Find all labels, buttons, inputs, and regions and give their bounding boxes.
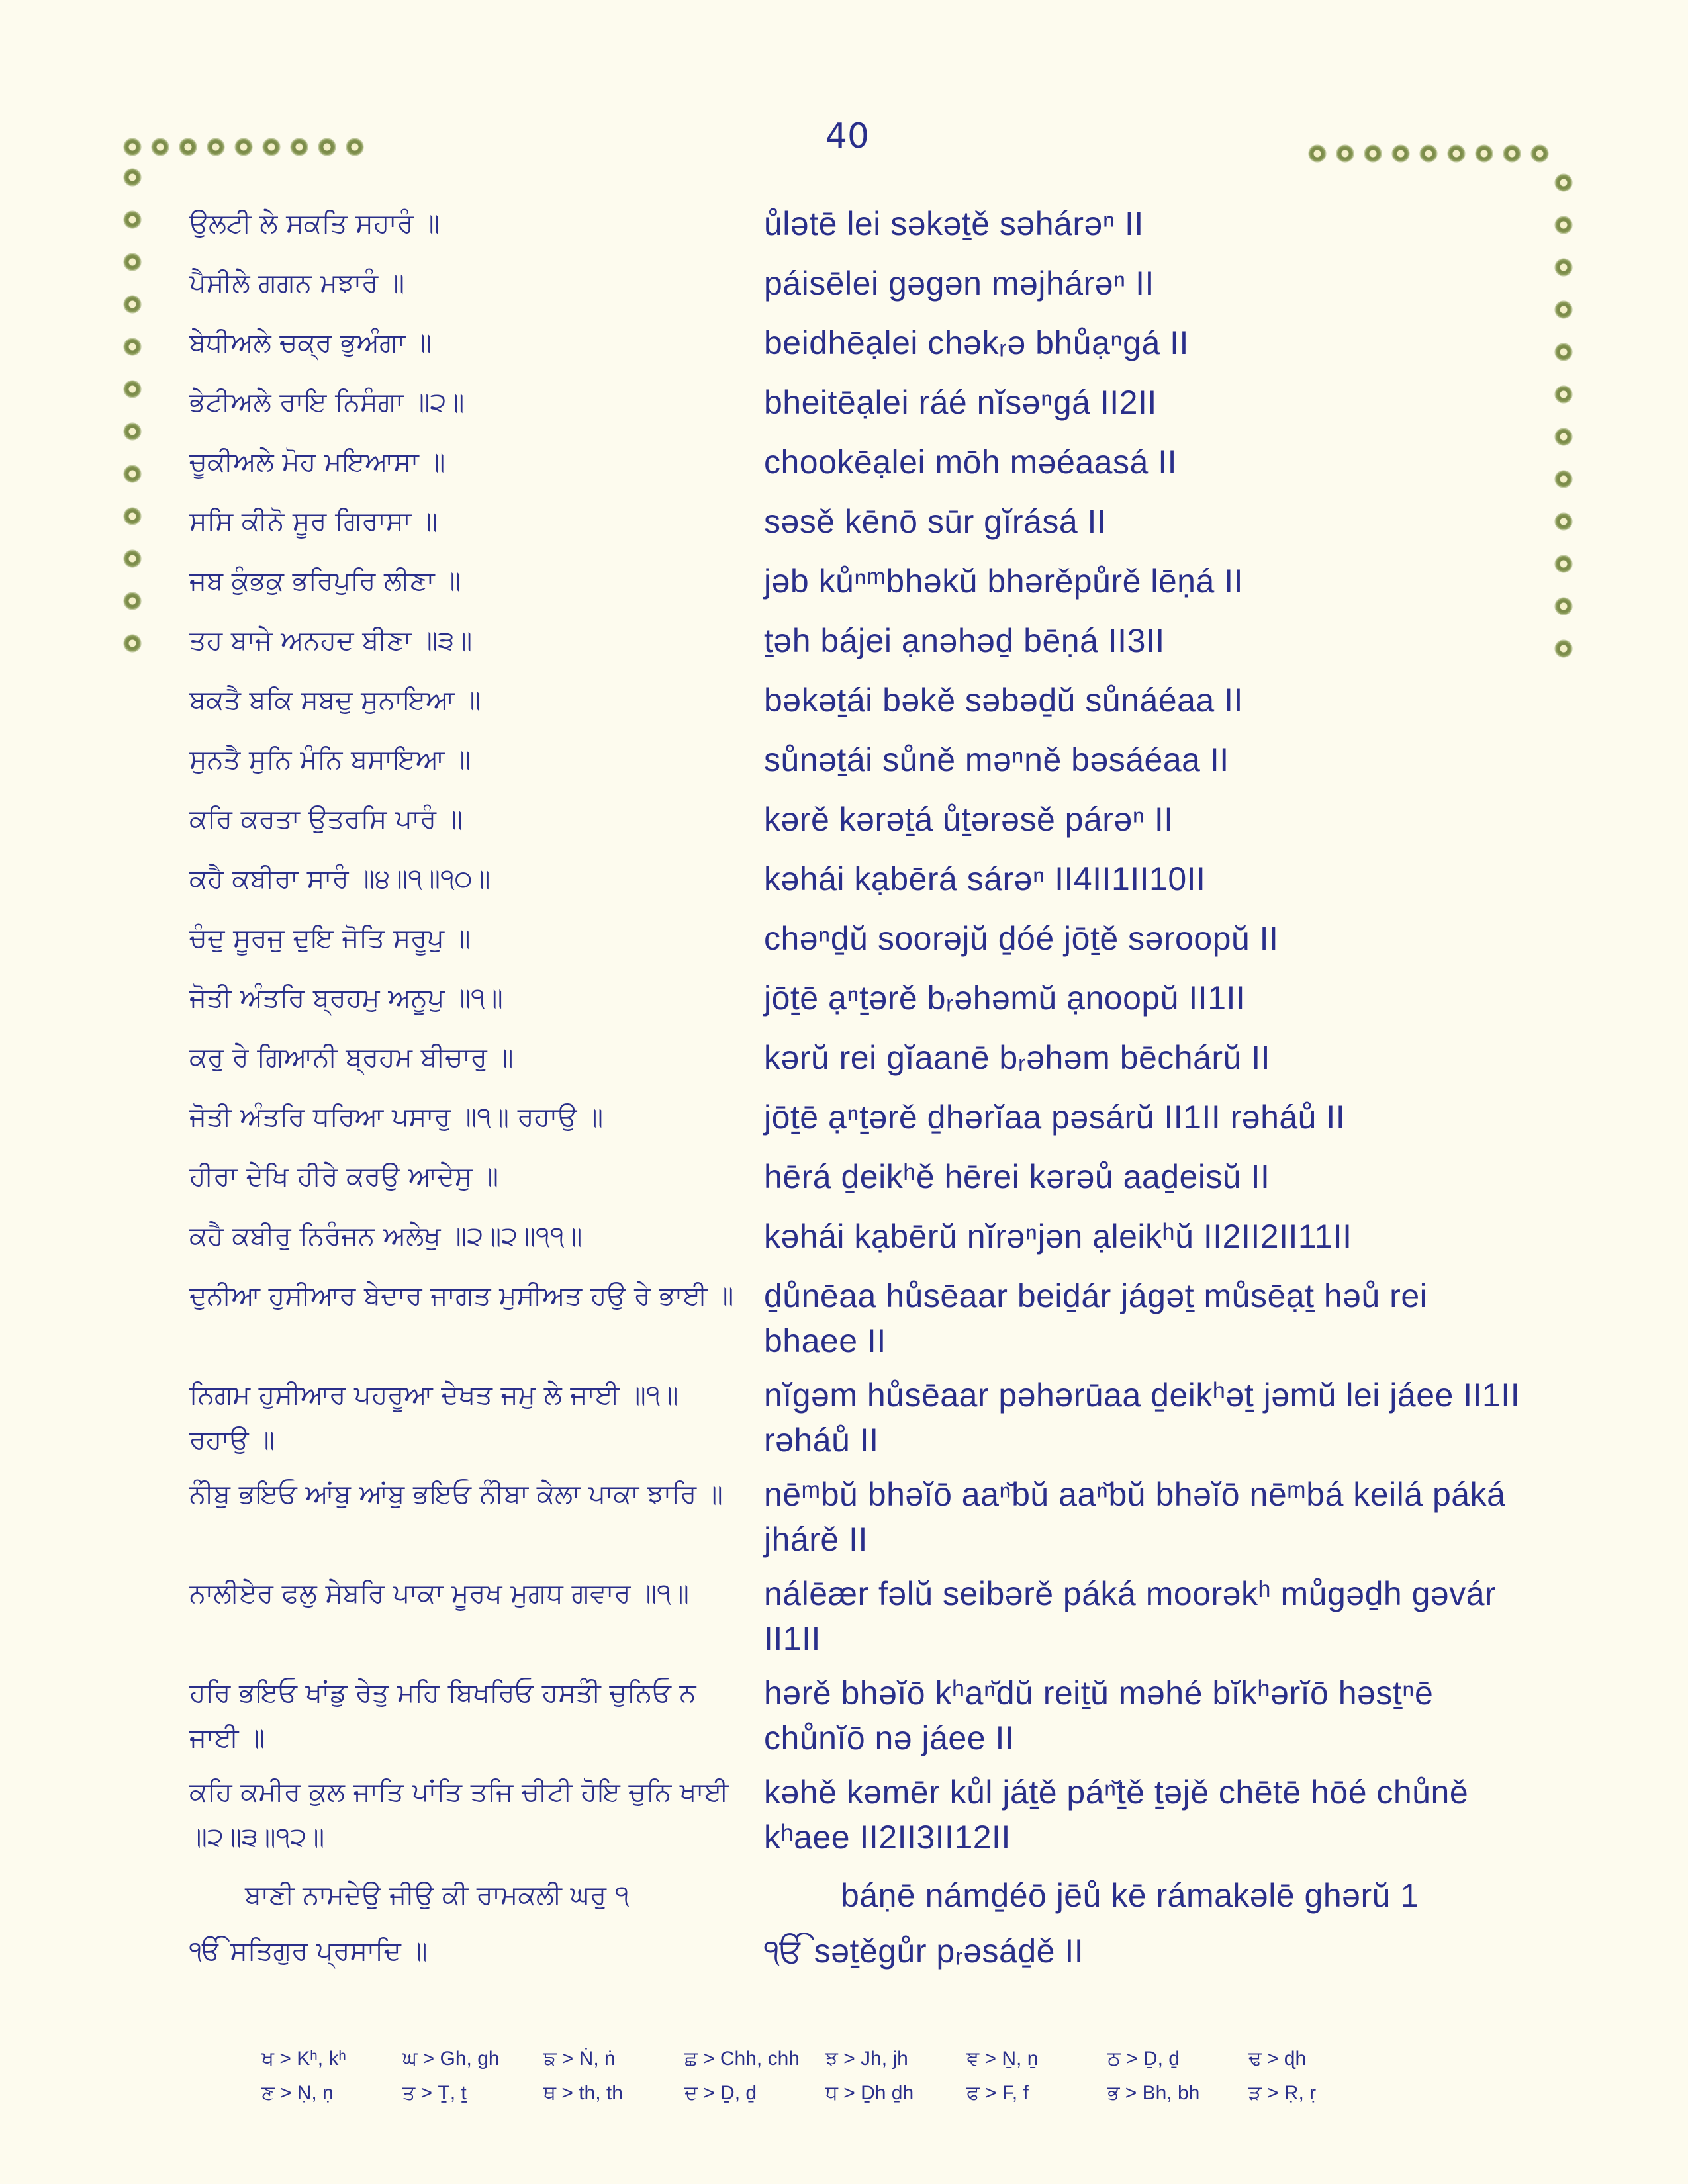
transliteration-line: ḏůnēaa hůsēaar beiḏár jágəṯ můsēạṯ həů rei bhaee II bbox=[764, 1277, 1428, 1359]
flower-ornament-icon bbox=[1556, 514, 1571, 529]
transliteration-line: jōṯē ạⁿṯərě ḏhərĭaa pəsárŭ II1II rəháů II bbox=[764, 1099, 1346, 1136]
flower-ornament-icon bbox=[1309, 146, 1325, 161]
legend-item: ਤ > Ṯ, ṯ bbox=[402, 2082, 467, 2104]
transliteration-line: hərě bhəĭō kʰaⁿ̆dŭ reiṯŭ məhé bĭkʰərĭō həsṯⁿē chůnĭō nə jáee II bbox=[764, 1674, 1434, 1756]
legend-item: ਝ > Jh, jh bbox=[825, 2048, 908, 2070]
transliteration-line: chookēạlei mōh məéaasá II bbox=[764, 443, 1177, 480]
gurmukhi-line: ਜੋਤੀ ਅੰਤਰਿ ਬ੍ਰਹਮੁ ਅਨੂਪੁ ॥੧॥ bbox=[189, 983, 503, 1013]
transliteration-legend bbox=[261, 2042, 1519, 2111]
transliteration-line: jōṯē ạⁿṯərě bᵣəhəmŭ ạnoopŭ II1II bbox=[764, 979, 1246, 1017]
flower-ornament-icon bbox=[124, 424, 140, 439]
gurmukhi-line: ਨੰੀਬੁ ਭਇਓ ਆਂਬੁ ਆਂਬੁ ਭਇਓ ਨੰੀਬਾ ਕੇਲਾ ਪਾਕਾ ਝਾਰਿ ॥ bbox=[189, 1479, 723, 1510]
transliteration-heading: báṇē námḏéō jēů kē rámakəlē ghərŭ 1 bbox=[841, 1877, 1419, 1914]
gurmukhi-line: ਨਾਲੀਏਰ ਫਲੁ ਸੇਬਰਿ ਪਾਕਾ ਮੂਰਖ ਮੁਗਧ ਗਵਾਰ ॥੧॥ bbox=[189, 1578, 689, 1609]
transliteration-line: kərě kərəṯá ůṯərəsě párəⁿ II bbox=[764, 801, 1174, 838]
flower-ornament-icon bbox=[1556, 641, 1571, 657]
legend-item: ਣ > Ṇ, ṇ bbox=[261, 2082, 334, 2104]
transliteration-line: hērá ḏeikʰě hērei kərəů aaḏeisŭ II bbox=[764, 1158, 1270, 1195]
gurmukhi-line: ਬੇਧੀਅਲੇ ਚਕ੍ਰ ਭੁਅੰਗਾ ॥ bbox=[189, 328, 432, 358]
flower-ornament-icon bbox=[1448, 146, 1464, 161]
legend-item: ਙ > Ṅ, ṅ bbox=[543, 2048, 616, 2070]
gurmukhi-heading: ਬਾਣੀ ਨਾਮਦੇਉ ਜੀਉ ਕੀ ਰਾਮਕਲੀ ਘਰੁ ੧ bbox=[245, 1880, 630, 1911]
transliteration-line: bheitēạlei ráé nĭsəⁿgá II2II bbox=[764, 384, 1157, 421]
gurmukhi-line: ਜੋਤੀ ਅੰਤਰਿ ਧਰਿਆ ਪਸਾਰੁ ॥੧॥ ਰਹਾਉ ॥ bbox=[189, 1102, 604, 1132]
gurmukhi-line: ਸੁਨਤੈ ਸੁਨਿ ਮੰਨਿ ਬਸਾਇਆ ॥ bbox=[189, 745, 471, 775]
gurmukhi-line: ਬਕਤੈ ਬਕਿ ਸਬਦੁ ਸੁਨਾਇਆ ॥ bbox=[189, 685, 481, 715]
gurmukhi-line: ਨਿਗਮ ਹੁਸੀਆਰ ਪਹਰੂਆ ਦੇਖਤ ਜਮੁ ਲੇ ਜਾਈ ॥੧॥ ਰਹਾਉ ॥ bbox=[189, 1380, 679, 1455]
gurmukhi-line: ਉਲਟੀ ਲੇ ਸਕਤਿ ਸਹਾਰੰ ॥ bbox=[189, 208, 440, 239]
gurmukhi-line: ਜਬ ਕੁੰਭਕੁ ਭਰਿਪੁਰਿ ਲੀਣਾ ॥ bbox=[189, 566, 461, 596]
flower-ornament-icon bbox=[319, 139, 335, 155]
flower-ornament-icon bbox=[291, 139, 307, 155]
gurmukhi-line: ਕਰਿ ਕਰਤਾ ਉਤਰਸਿ ਪਾਰੰ ॥ bbox=[189, 804, 463, 835]
transliteration-line: páisēlei gəgən məjhárəⁿ II bbox=[764, 265, 1154, 302]
flower-ornament-icon bbox=[1532, 146, 1548, 161]
gurmukhi-line: ਭੇਟੀਅਲੇ ਰਾਇ ਨਿਸੰਗਾ ॥੨॥ bbox=[189, 387, 465, 418]
legend-item: ਧ > Ḏh ḏh bbox=[825, 2082, 914, 2104]
flower-ornament-icon bbox=[1365, 146, 1381, 161]
legend-item: ਭ > Bh, bh bbox=[1107, 2082, 1200, 2104]
gurmukhi-line: ਕਹੈ ਕਬੀਰਾ ਸਾਰੰ ॥੪॥੧॥੧੦॥ bbox=[189, 864, 491, 894]
flower-ornament-icon bbox=[1556, 556, 1571, 572]
flower-ornament-icon bbox=[124, 381, 140, 397]
transliteration-line: beidhēạlei chəkᵣə bhůạⁿgá II bbox=[764, 324, 1189, 361]
gurmukhi-line: ਦੁਨੀਆ ਹੁਸੀਆਰ ਬੇਦਾਰ ਜਾਗਤ ਮੁਸੀਅਤ ਹਉ ਰੇ ਭਾਈ ॥ bbox=[189, 1281, 734, 1311]
legend-item: ੜ > Ṛ, ṛ bbox=[1248, 2082, 1317, 2104]
flower-ornament-icon bbox=[236, 139, 252, 155]
transliteration-line: nēᵐbŭ bhəĭō aaⁿ̆bŭ aaⁿ̆bŭ bhəĭō nēᵐbá keilá páká jhárě II bbox=[764, 1476, 1506, 1558]
transliteration-line: kəhě kəmēr kůl jáṯě páⁿ̆ṯě ṯəjě chētē hōé chůně kʰaee II2II3II12II bbox=[764, 1774, 1469, 1856]
flower-ornament-icon bbox=[124, 551, 140, 567]
legend-item: ਘ > Gh, gh bbox=[402, 2048, 500, 2070]
flower-ornament-icon bbox=[124, 296, 140, 312]
flower-ornament-icon bbox=[1393, 146, 1409, 161]
legend-row bbox=[261, 2042, 1519, 2076]
page-number: 40 bbox=[825, 116, 870, 156]
transliteration-line: səsě kēnō sūr gĭrásá II bbox=[764, 503, 1107, 540]
gurmukhi-line: ਤਹ ਬਾਜੇ ਅਨਹਦ ਬੀਣਾ ॥੩॥ bbox=[189, 625, 473, 656]
flower-ornament-icon bbox=[124, 339, 140, 355]
flower-ornament-icon bbox=[124, 635, 140, 651]
gurmukhi-line: ਚੂਕੀਅਲੇ ਮੋਹ ਮਇਆਸਾ ॥ bbox=[189, 447, 445, 477]
flower-ornament-icon bbox=[1556, 302, 1571, 318]
legend-row bbox=[261, 2076, 1519, 2111]
gurmukhi-line: ਕਹੈ ਕਬੀਰੁ ਨਿਰੰਜਨ ਅਲੇਖੁ ॥੨॥੨॥੧੧॥ bbox=[189, 1221, 583, 1251]
flower-ornament-icon bbox=[1337, 146, 1353, 161]
flower-ornament-icon bbox=[152, 139, 168, 155]
gurmukhi-line: ਕਹਿ ਕਮੀਰ ਕੁਲ ਜਾਤਿ ਪਾਂਤਿ ਤਜਿ ਚੀਟੀ ਹੋਇ ਚੁਨਿ ਖਾਈ ॥੨॥੩॥੧੨॥ bbox=[189, 1777, 729, 1852]
transliteration-line: sůnəṯái sůně məⁿně bəsáéaa II bbox=[764, 741, 1229, 778]
transliteration-line: nĭgəm hůsēaar pəhərūaa ḏeikʰəṯ jəmŭ lei jáee II1II rəháů II bbox=[764, 1377, 1521, 1459]
legend-item: ਞ > Ṉ, ṉ bbox=[966, 2048, 1039, 2070]
transliteration-line: chəⁿḏŭ soorəjŭ ḏóé jōṯě səroopŭ II bbox=[764, 920, 1279, 957]
flower-ornament-icon bbox=[1421, 146, 1436, 161]
gurmukhi-line: ਚੰਦੁ ਸੂਰਜੁ ਦੁਇ ਜੋਤਿ ਸਰੂਪੁ ॥ bbox=[189, 923, 471, 954]
transliteration-line: ůlətē lei səkəṯě səhárəⁿ II bbox=[764, 205, 1144, 242]
flower-ornament-icon bbox=[1556, 175, 1571, 191]
transliteration-line: ṯəh bájei ạnəhəḏ bēṇá II3II bbox=[764, 622, 1165, 659]
flower-ornament-icon bbox=[1556, 344, 1571, 360]
flower-ornament-icon bbox=[124, 508, 140, 524]
flower-ornament-icon bbox=[1556, 471, 1571, 487]
flower-ornament-icon bbox=[1476, 146, 1492, 161]
flower-ornament-icon bbox=[124, 139, 140, 155]
flower-ornament-icon bbox=[1556, 217, 1571, 233]
flower-ornament-icon bbox=[1556, 259, 1571, 275]
flower-ornament-icon bbox=[1556, 387, 1571, 402]
transliteration-line: kəhái kạbērŭ nĭrəⁿjən ạleikʰŭ II2II2II11II bbox=[764, 1218, 1352, 1255]
legend-item: ਫ > F, f bbox=[966, 2082, 1029, 2104]
flower-ornament-icon bbox=[1504, 146, 1520, 161]
transliteration-line: nálēær fəlŭ seibərě páká moorəkʰ můgəḏh gəvár II1II bbox=[764, 1575, 1497, 1657]
gurmukhi-line: ਕਰੁ ਰੇ ਗਿਆਨੀ ਬ੍ਰਹਮ ਬੀਚਾਰੁ ॥ bbox=[189, 1042, 514, 1073]
gurmukhi-line: ਪੈਸੀਲੇ ਗਗਨ ਮਝਾਰੰ ॥ bbox=[189, 268, 405, 298]
flower-ornament-icon bbox=[124, 254, 140, 270]
transliteration-line: bəkəṯái bəkě səbəḏŭ sůnáéaa II bbox=[764, 682, 1243, 719]
flower-ornament-icon bbox=[124, 593, 140, 609]
transliteration-line: kəhái kạbērá sárəⁿ II4II1II10II bbox=[764, 860, 1206, 897]
legend-item: ਛ > Chh, chh bbox=[684, 2048, 800, 2070]
flower-ornament-icon bbox=[124, 169, 140, 185]
flower-ornament-icon bbox=[1556, 598, 1571, 614]
gurmukhi-line: ਹਰਿ ਭਇਓ ਖਾਂਡੁ ਰੇਤੁ ਮਹਿ ਬਿਖਰਿਓ ਹਸਤੰੀ ਚੁਨਿਓ ਨ ਜਾਈ ॥ bbox=[189, 1678, 696, 1753]
transliteration-line: jəb kůⁿᵐbhəkŭ bhərěpůrě lēṇá II bbox=[764, 563, 1243, 600]
flower-ornament-icon bbox=[1556, 429, 1571, 445]
transliteration-invocation: ੴ səṯěgůr pᵣəsáḏě II bbox=[764, 1933, 1084, 1970]
legend-item: ਦ > Ḏ, ḏ bbox=[684, 2082, 757, 2104]
legend-item: ਖ > Kʰ, kʰ bbox=[261, 2048, 346, 2070]
transliteration-line: kərŭ rei gĭaanē bᵣəhəm bēchárŭ II bbox=[764, 1039, 1271, 1076]
flower-ornament-icon bbox=[180, 139, 196, 155]
flower-ornament-icon bbox=[124, 466, 140, 482]
flower-ornament-icon bbox=[347, 139, 363, 155]
legend-item: ਢ > ɖh bbox=[1248, 2048, 1307, 2070]
legend-item: ਠ > Ḏ, ḏ bbox=[1107, 2048, 1180, 2070]
gurmukhi-line: ਸਸਿ ਕੀਨੋ ਸੂਰ ਗਿਰਾਸਾ ॥ bbox=[189, 506, 438, 537]
gurmukhi-line: ਹੀਰਾ ਦੇਖਿ ਹੀਰੇ ਕਰਉ ਆਦੇਸੁ ॥ bbox=[189, 1161, 499, 1192]
legend-item: ਥ > th, th bbox=[543, 2082, 623, 2104]
gurmukhi-invocation: ੴ ਸਤਿਗੁਰ ਪ੍ਰਸਾਦਿ ॥ bbox=[189, 1936, 428, 1966]
flower-ornament-icon bbox=[263, 139, 279, 155]
flower-ornament-icon bbox=[208, 139, 224, 155]
flower-ornament-icon bbox=[124, 212, 140, 228]
